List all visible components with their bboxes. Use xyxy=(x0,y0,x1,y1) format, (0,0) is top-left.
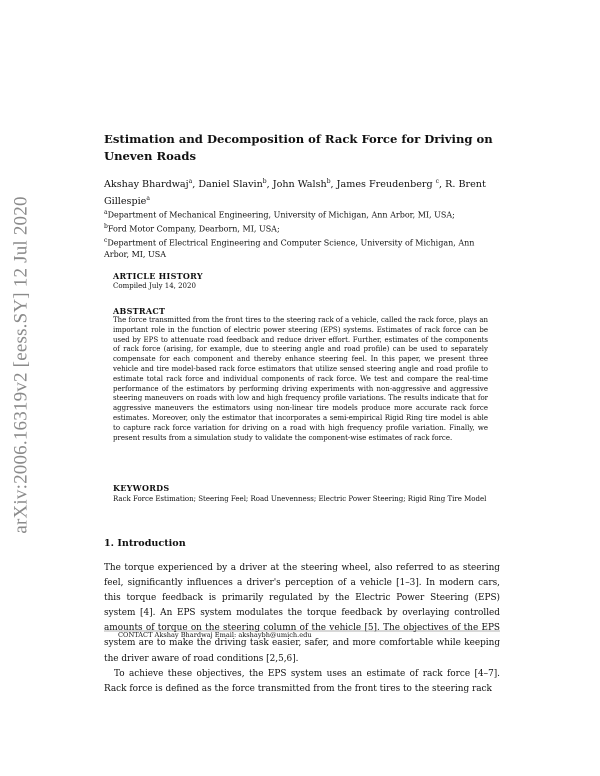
contact-footnote: CONTACT Akshay Bhardwaj Email: akshaybh@umich.edu xyxy=(118,631,312,639)
compiled-date: Compiled July 14, 2020 xyxy=(113,282,196,290)
affiliation: $^a$Department of Mechanical Engineering, University of Michigan, Ann Arbor, MI, USA; xyxy=(104,209,455,220)
paragraph: The torque experienced by a driver at the steering wheel, also referred to as steering feel, significantly influences a driver's perception of a vehicle [1–3]. In modern cars, this torque feedback is primarily regulated by the Electric Power Steering (EPS) system [4]. An EPS system modulates the torque feedback by overlaying controlled amounts of torque on the steering column of the vehicle [5]. The objectives of the EPS system are to make the driving task easier, safer, and more comfortable while keeping the driver aware of road conditions [2,5,6]. xyxy=(104,563,500,664)
author: R. Brent Gillespie$^a$ xyxy=(104,179,486,208)
author: John Walsh$^b$, xyxy=(272,178,337,191)
paper-title: Estimation and Decomposition of Rack Force for Driving on Uneven Roads xyxy=(104,132,493,163)
arxiv-identifier: arXiv:2006.16319v2 [eess.SY] 12 Jul 2020 xyxy=(11,196,32,534)
abstract-heading: ABSTRACT xyxy=(113,306,166,316)
author: James Freudenberg $^c$, xyxy=(336,178,446,191)
affiliation: $^b$Ford Motor Company, Dearborn, MI, USA; xyxy=(104,222,280,234)
keywords-text: Rack Force Estimation; Steering Feel; Road Unevenness; Electric Power Steering; Rigid Ring Tire Model xyxy=(113,495,487,503)
affiliation-list xyxy=(104,207,496,260)
arxiv-side-stamp xyxy=(8,180,36,550)
section-heading: 1. Introduction xyxy=(104,538,186,549)
paragraph: To achieve these objectives, the EPS system uses an estimate of rack force [4–7]. Rack force is defined as the force transmitted from the front tires to the steering rack xyxy=(104,668,500,694)
author-list xyxy=(104,175,500,209)
keywords-block xyxy=(113,483,488,504)
article-history xyxy=(113,271,493,290)
intro-body xyxy=(104,561,500,697)
abstract-text: The force transmitted from the front tires to the steering rack of a vehicle, called the rack force, plays an important role in the function of electric power steering (EPS) systems. Estimates of rack force can be used by EPS to attenuate road feedback and reduce driver effort. Further, estimates of the components of rack force (arising, for example, due to steering angle and road profile) can be used to separately compensate for each component and thereby enhance steering feel. In this paper, we present three vehicle and tire model-based rack force estimators that utilize sensed steering angle and road profile to estimate total rack force and individual components of rack force. We test and compare the real-time performance of the estimators by performing driving experiments with non-aggressive and aggressive steering maneuvers on roads with low and high frequency profile variations. The results indicate that for aggressive maneuvers the estimators using non-linear tire models produce more accurate rack force estimates. Moreover, only the estimator that incorporates a semi-empirical Rigid Ring tire model is able to capture rack force variation for driving on a road with high frequency profile variation. Finally, we present results from a simulation study to validate the component-wise estimates of rack force. xyxy=(113,316,488,442)
keywords-heading: KEYWORDS xyxy=(113,483,170,493)
author: Akshay Bhardwaj$^a$, xyxy=(104,178,199,191)
affiliation: $^c$Department of Electrical Engineering and Computer Science, University of Michigan, Ann Arbor, MI, USA xyxy=(104,236,475,259)
author: Daniel Slavin$^b$, xyxy=(198,178,273,191)
abstract-block xyxy=(113,306,488,443)
article-history-heading: ARTICLE HISTORY xyxy=(113,271,203,281)
